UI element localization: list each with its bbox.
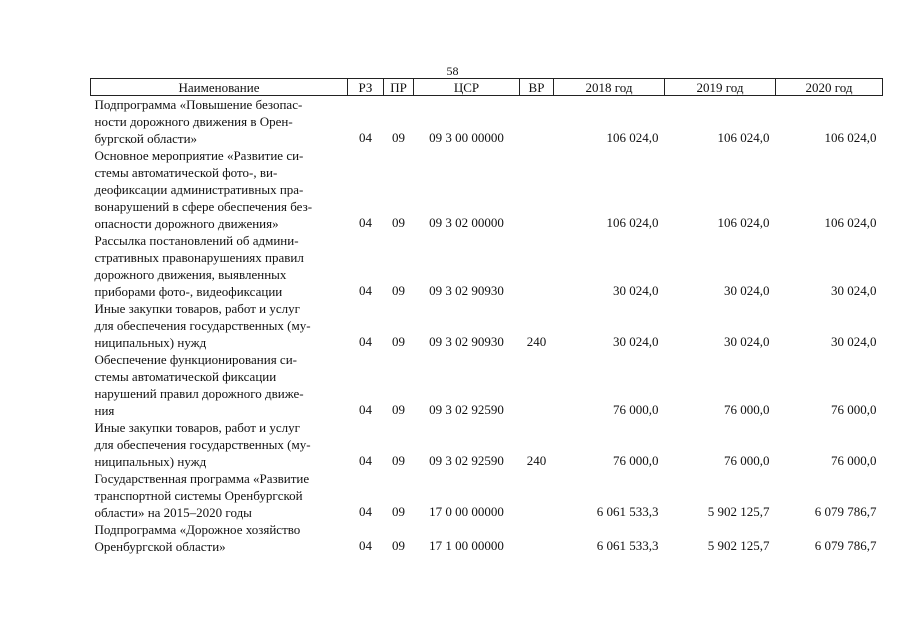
cell-rz: 04 [359,402,372,417]
cell-vr [520,470,554,521]
table-row [91,147,883,232]
table-row [91,232,883,300]
cell-pr: 09 [392,538,405,553]
header-pr: ПР [384,79,414,96]
cell-name: Основное мероприятие «Развитие си- стемы автоматической фото-, ви- деофиксации административных пра- вонарушений в сфере обеспечения без- опасности дорожного движения» [94,148,313,231]
cell-y2020: 76 000,0 [831,402,877,417]
cell-y2019: 5 902 125,7 [707,504,770,519]
cell-name: Рассылка постановлений об админи- стративных правонарушениях правил дорожного движения, выявленных приборами фото-, видеофиксации [94,233,304,299]
cell-pr: 09 [392,334,405,349]
cell-y2018: 76 000,0 [613,402,659,417]
cell-y2020: 6 079 786,7 [814,504,877,519]
table-body [91,96,883,556]
table-row [91,419,883,470]
cell-csr: 17 0 00 00000 [429,504,504,519]
cell-y2018: 30 024,0 [613,283,659,298]
cell-rz: 04 [359,453,372,468]
cell-y2019: 106 024,0 [717,130,770,145]
header-vr: ВР [520,79,554,96]
cell-csr: 09 3 02 92590 [429,402,504,417]
cell-name: Иные закупки товаров, работ и услуг для обеспечения государственных (му- ниципальных) нужд [94,420,311,469]
cell-y2019: 76 000,0 [724,402,770,417]
table-row [91,470,883,521]
cell-pr: 09 [392,453,405,468]
header-csr: ЦСР [414,79,520,96]
cell-name: Подпрограмма «Повышение безопас- ности дорожного движения в Орен- бургской области» [94,97,303,146]
table-header-row [91,79,883,96]
cell-pr: 09 [392,215,405,230]
table-row [91,300,883,351]
cell-csr: 09 3 02 90930 [429,334,504,349]
cell-pr: 09 [392,283,405,298]
cell-y2019: 106 024,0 [717,215,770,230]
cell-name: Подпрограмма «Дорожное хозяйство Оренбургской области» [94,522,301,554]
cell-csr: 09 3 02 92590 [429,453,504,468]
cell-y2019: 30 024,0 [724,334,770,349]
cell-name: Иные закупки товаров, работ и услуг для обеспечения государственных (му- ниципальных) нужд [94,301,311,350]
cell-vr: 240 [526,334,547,349]
table-row [91,96,883,148]
cell-rz: 04 [359,130,372,145]
table-row [91,521,883,555]
cell-y2018: 30 024,0 [613,334,659,349]
cell-csr: 09 3 02 00000 [429,215,504,230]
header-rz: РЗ [348,79,384,96]
cell-y2019: 76 000,0 [724,453,770,468]
cell-pr: 09 [392,402,405,417]
cell-y2019: 5 902 125,7 [707,538,770,553]
cell-csr: 09 3 02 90930 [429,283,504,298]
cell-y2020: 6 079 786,7 [814,538,877,553]
header-2019: 2019 год [665,79,776,96]
header-2018: 2018 год [554,79,665,96]
cell-csr: 09 3 00 00000 [429,130,504,145]
cell-y2018: 106 024,0 [606,215,659,230]
cell-rz: 04 [359,538,372,553]
header-name: Наименование [91,79,348,96]
cell-vr [520,96,554,148]
cell-y2020: 106 024,0 [824,215,877,230]
budget-table [90,78,883,555]
cell-vr [520,147,554,232]
cell-name: Обеспечение функционирования си- стемы автоматической фиксации нарушений правил дорожного движе- ния [94,352,304,418]
cell-y2020: 106 024,0 [824,130,877,145]
cell-y2019: 30 024,0 [724,283,770,298]
cell-vr [520,351,554,419]
cell-y2018: 76 000,0 [613,453,659,468]
cell-rz: 04 [359,215,372,230]
cell-pr: 09 [392,130,405,145]
cell-y2018: 6 061 533,3 [596,538,659,553]
cell-y2020: 30 024,0 [831,283,877,298]
cell-pr: 09 [392,504,405,519]
cell-rz: 04 [359,334,372,349]
cell-vr [520,521,554,555]
cell-name: Государственная программа «Развитие транспортной системы Оренбургской области» на 2015–2020 годы [94,471,310,520]
cell-rz: 04 [359,283,372,298]
page-number: 58 [446,64,459,78]
cell-rz: 04 [359,504,372,519]
cell-y2020: 76 000,0 [831,453,877,468]
cell-vr [520,232,554,300]
header-2020: 2020 год [776,79,883,96]
cell-y2018: 106 024,0 [606,130,659,145]
cell-y2020: 30 024,0 [831,334,877,349]
cell-csr: 17 1 00 00000 [429,538,504,553]
cell-vr: 240 [526,453,547,468]
table-row [91,351,883,419]
cell-y2018: 6 061 533,3 [596,504,659,519]
